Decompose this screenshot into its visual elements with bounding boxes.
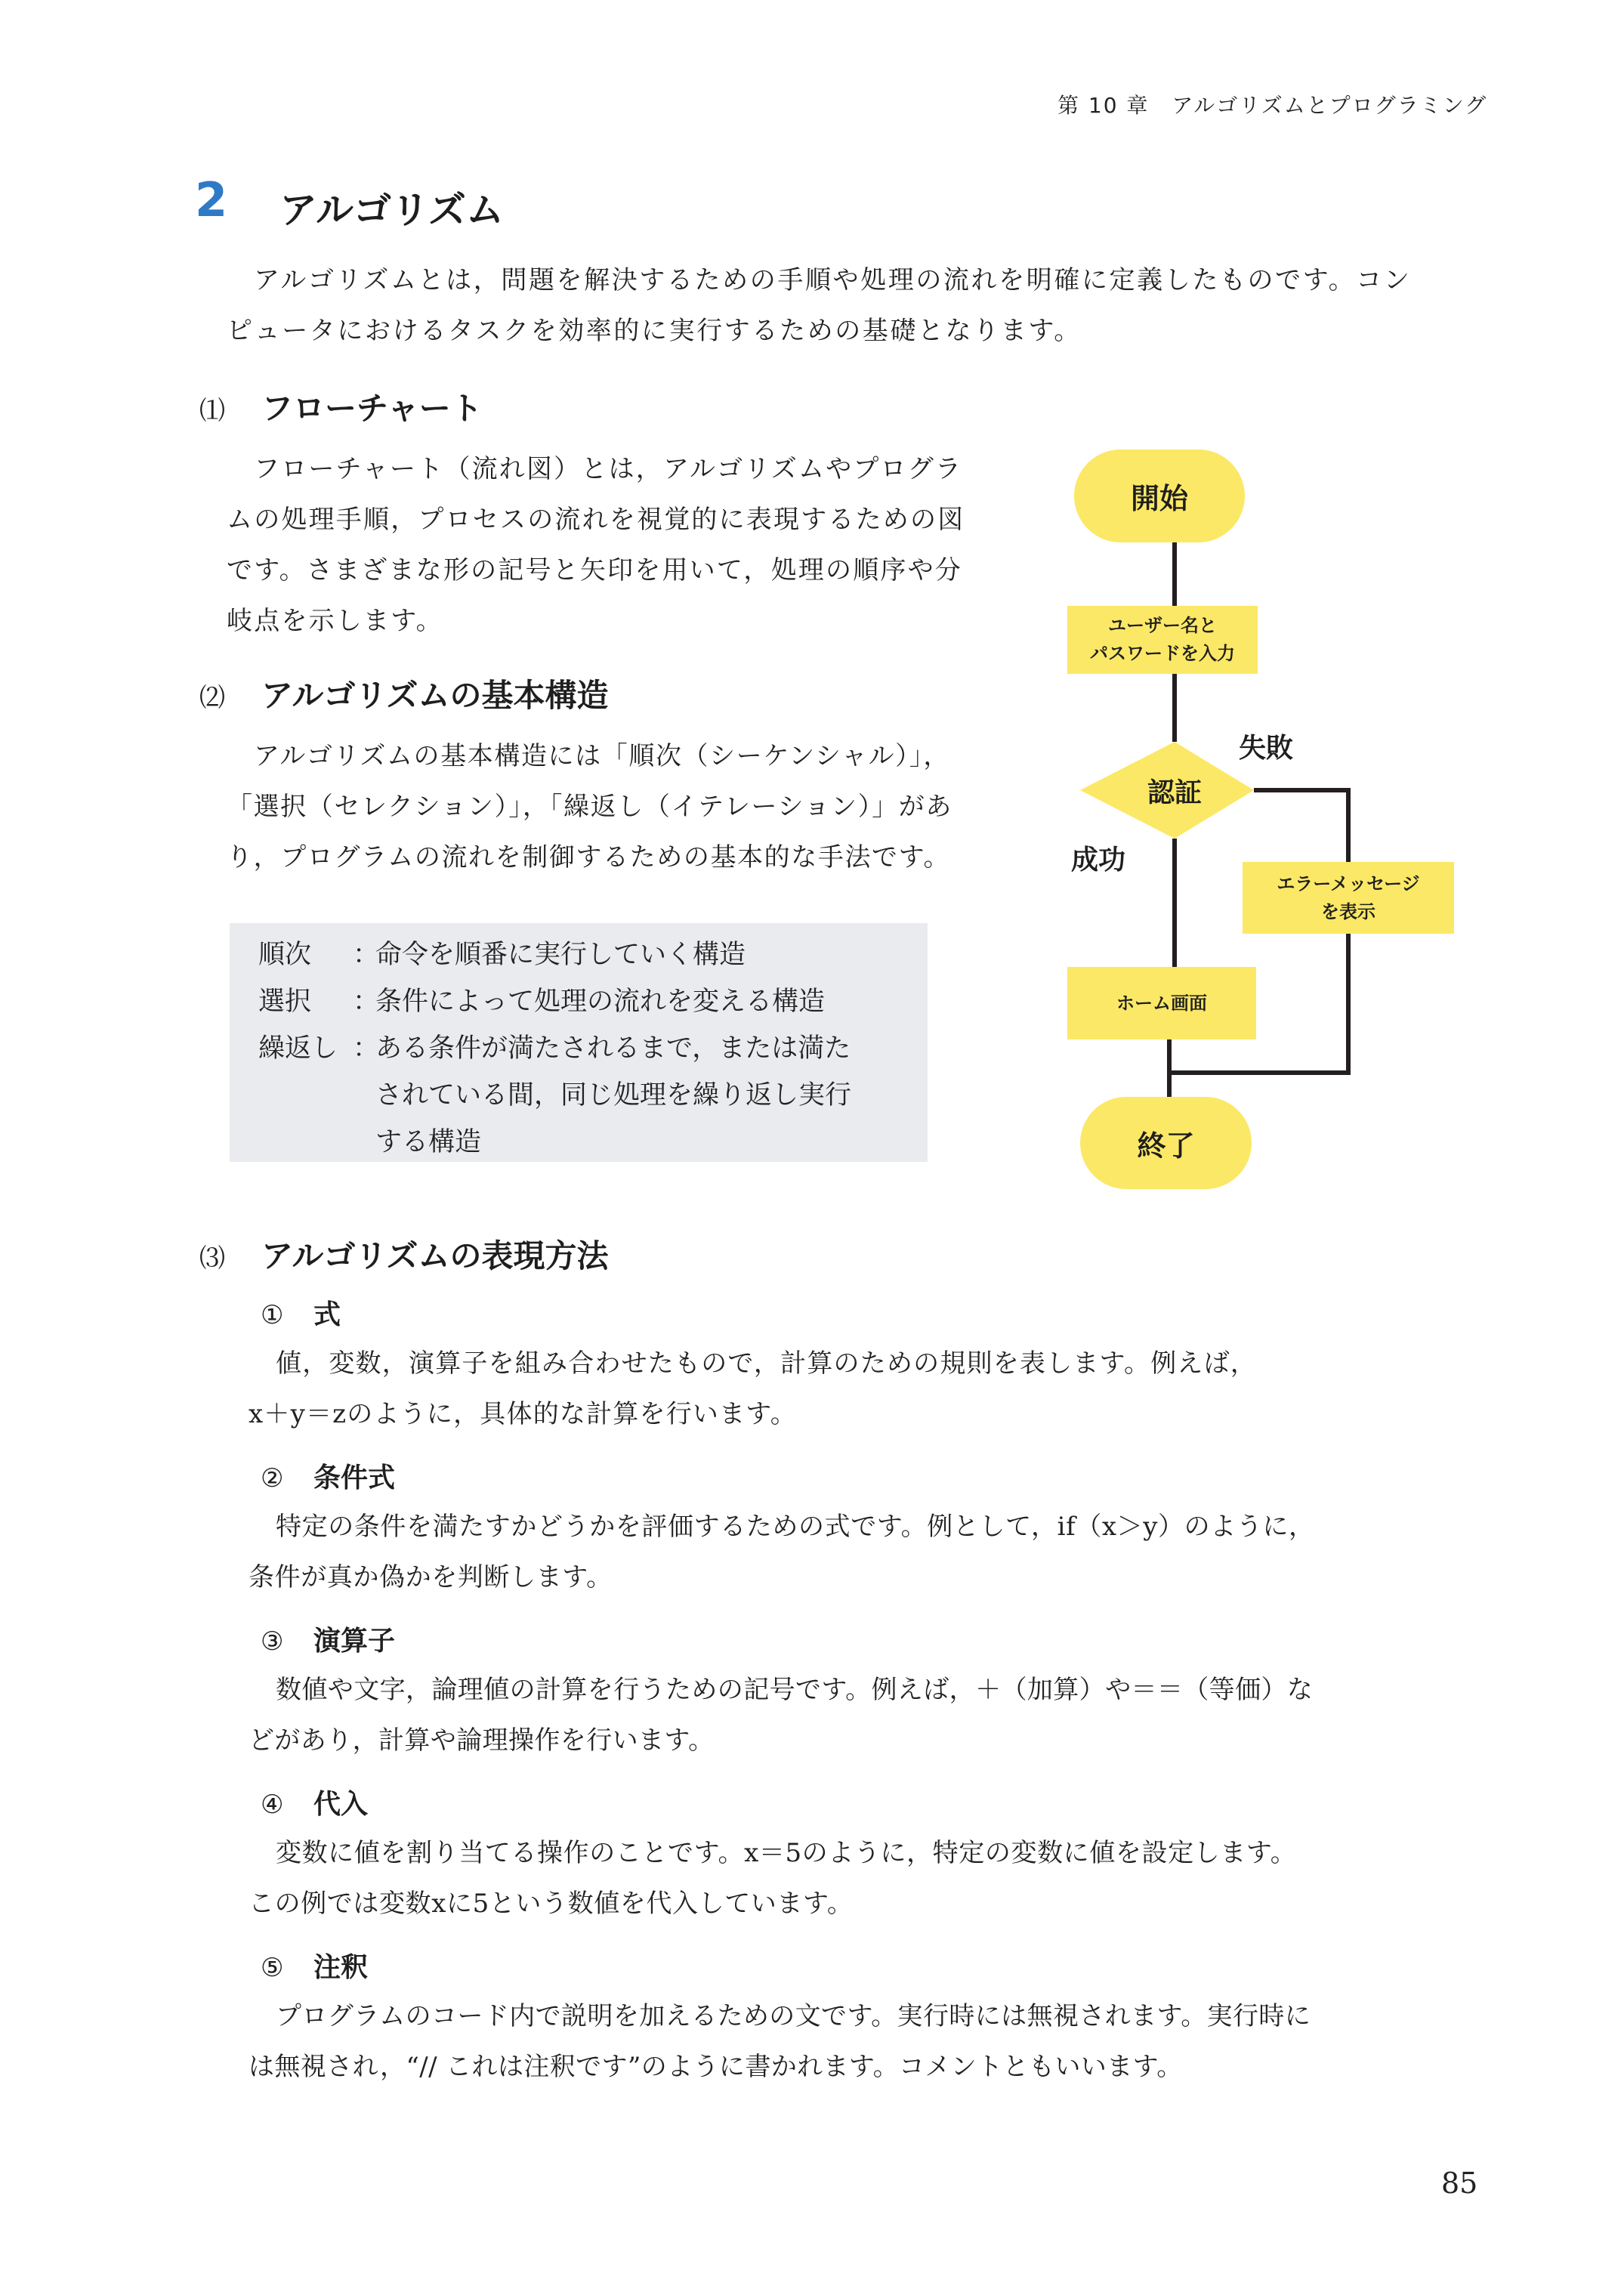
method-item-conditional (249, 1456, 1315, 1592)
connector-fail-to-error (1254, 790, 1348, 862)
subsection-heading-flowchart (199, 384, 483, 429)
structure-definition-box (230, 923, 928, 1162)
colon: ： (353, 987, 380, 1017)
method-title: 注釈 (313, 1952, 369, 1983)
intro-line: ピュータにおけるタスクを効率的に実行するための基礎となります。 (227, 316, 1082, 346)
structure-desc: ある条件が満たされるまで，または満た (375, 1033, 851, 1064)
method-heading (261, 1783, 368, 1821)
subsection-title: フローチャート (261, 390, 483, 427)
colon: ： (353, 940, 380, 970)
paragraph-line: 岐点を示します。 (227, 606, 443, 636)
start-terminal: 開始 (1074, 449, 1245, 542)
end-terminal: 終了 (1080, 1097, 1252, 1189)
method-number: ⑤ (261, 1953, 284, 1983)
subsection-title: アルゴリズムの基本構造 (261, 677, 609, 714)
process-text: エラーメッセージ (1277, 873, 1420, 894)
structure-desc-continued: されている間，同じ処理を繰り返し実行 (375, 1080, 852, 1110)
paragraph-line: この例では変数xに5という数値を代入しています。 (249, 1889, 854, 1919)
method-heading (261, 1293, 341, 1332)
subsection-number: ⑵ (199, 683, 225, 713)
running-header: 第 10 章 アルゴリズムとプログラミング (1057, 93, 1488, 118)
structure-desc-continued: する構造 (375, 1127, 482, 1157)
paragraph-line: 値，変数，演算子を組み合わせたもので，計算のための規則を表します。例えば， (276, 1348, 1257, 1379)
structure-term: 繰返し (258, 1033, 338, 1064)
paragraph-line: 変数に値を割り当てる操作のことです。x＝5のように，特定の変数に値を設定します。 (276, 1838, 1297, 1868)
subsection-number: ⑶ (199, 1243, 225, 1274)
structure-row-sequential (258, 934, 746, 971)
paragraph-line: り，プログラムの流れを制御するための基本的な手法です。 (227, 842, 951, 873)
method-number: ④ (261, 1790, 284, 1820)
paragraph-line: フローチャート（流れ図）とは，アルゴリズムやプログラ (254, 454, 963, 484)
flowchart-canvas (1057, 438, 1480, 1201)
method-paragraph (249, 1991, 1311, 2093)
method-heading (261, 1620, 395, 1658)
paragraph-line: 数値や文字，論理値の計算を行うための記号です。例えば，＋（加算）や＝＝（等価）な (276, 1675, 1314, 1705)
structure-row-selection (258, 981, 825, 1018)
method-item-comment (249, 1946, 1311, 2082)
method-title: 式 (313, 1299, 341, 1330)
paragraph-line: x＋y＝zのように，具体的な計算を行います。 (249, 1399, 797, 1429)
process-text: パスワードを入力 (1090, 643, 1235, 664)
method-paragraph (249, 1339, 1257, 1440)
paragraph-line: ムの処理手順，プロセスの流れを視覚的に表現するための図 (227, 505, 965, 535)
paragraph-line: 「選択（セレクション）」，「繰返し（イテレーション）」があ (227, 792, 952, 822)
input-process-box (1067, 606, 1258, 674)
subsection-heading-representation (199, 1231, 608, 1277)
fail-label: 失敗 (1239, 733, 1294, 764)
structure-desc: 条件によって処理の流れを変える構造 (375, 987, 826, 1017)
decision-label: 認証 (1147, 777, 1202, 808)
flowchart-paragraph (227, 444, 965, 647)
page-number: 85 (1441, 2167, 1478, 2200)
method-heading (261, 1456, 395, 1495)
process-text: ユーザー名と (1108, 615, 1217, 636)
paragraph-line: は無視され，“// これは注釈です”のように書かれます。コメントともいいます。 (249, 2052, 1183, 2082)
method-number: ① (261, 1300, 284, 1330)
method-paragraph (249, 1502, 1315, 1603)
method-heading (261, 1946, 368, 1985)
method-item-expression (249, 1293, 1257, 1429)
error-process-box (1243, 862, 1454, 934)
subsection-title: アルゴリズムの表現方法 (261, 1237, 609, 1274)
paragraph-line: どがあり，計算や論理操作を行います。 (249, 1725, 715, 1756)
structure-row-iteration (258, 1027, 851, 1065)
success-label: 成功 (1071, 845, 1126, 876)
subsection-heading-basic-structure (199, 671, 608, 716)
login-flowchart (1057, 438, 1480, 1201)
intro-line: アルゴリズムとは，問題を解決するための手順や処理の流れを明確に定義したものです。コン (254, 265, 1412, 295)
method-number: ② (261, 1463, 284, 1493)
method-title: 代入 (313, 1789, 369, 1820)
paragraph-line: です。さまざまな形の記号と矢印を用いて，処理の順序や分 (227, 555, 962, 585)
section-number: 2 (195, 172, 228, 227)
paragraph-line: 条件が真か偽かを判断します。 (249, 1562, 613, 1592)
method-item-assignment (249, 1783, 1297, 1919)
structure-term: 順次 (258, 940, 312, 970)
structure-desc: 命令を順番に実行していく構造 (375, 940, 746, 970)
process-text: を表示 (1321, 900, 1375, 922)
paragraph-line: プログラムのコード内で説明を加えるための文です。実行時には無視されます。実行時に (276, 2001, 1311, 2031)
process-text: ホーム画面 (1116, 992, 1207, 1014)
structure-term: 選択 (258, 987, 312, 1017)
paragraph-line: 特定の条件を満たすかどうかを評価するための式です。例として，if（x＞y）のように， (276, 1512, 1315, 1542)
method-number: ③ (261, 1626, 284, 1657)
method-paragraph (249, 1665, 1313, 1766)
basic-structure-paragraph (227, 731, 952, 883)
colon: ： (353, 1033, 380, 1064)
method-title: 演算子 (313, 1626, 396, 1657)
method-item-operator (249, 1620, 1314, 1756)
method-paragraph (249, 1828, 1296, 1929)
intro-paragraph (227, 255, 1411, 357)
section-title: アルゴリズム (279, 188, 504, 232)
subsection-number: ⑴ (199, 396, 225, 426)
method-title: 条件式 (313, 1463, 396, 1493)
paragraph-line: アルゴリズムの基本構造には「順次（シーケンシャル）」， (254, 741, 950, 771)
home-process-box (1067, 967, 1256, 1039)
